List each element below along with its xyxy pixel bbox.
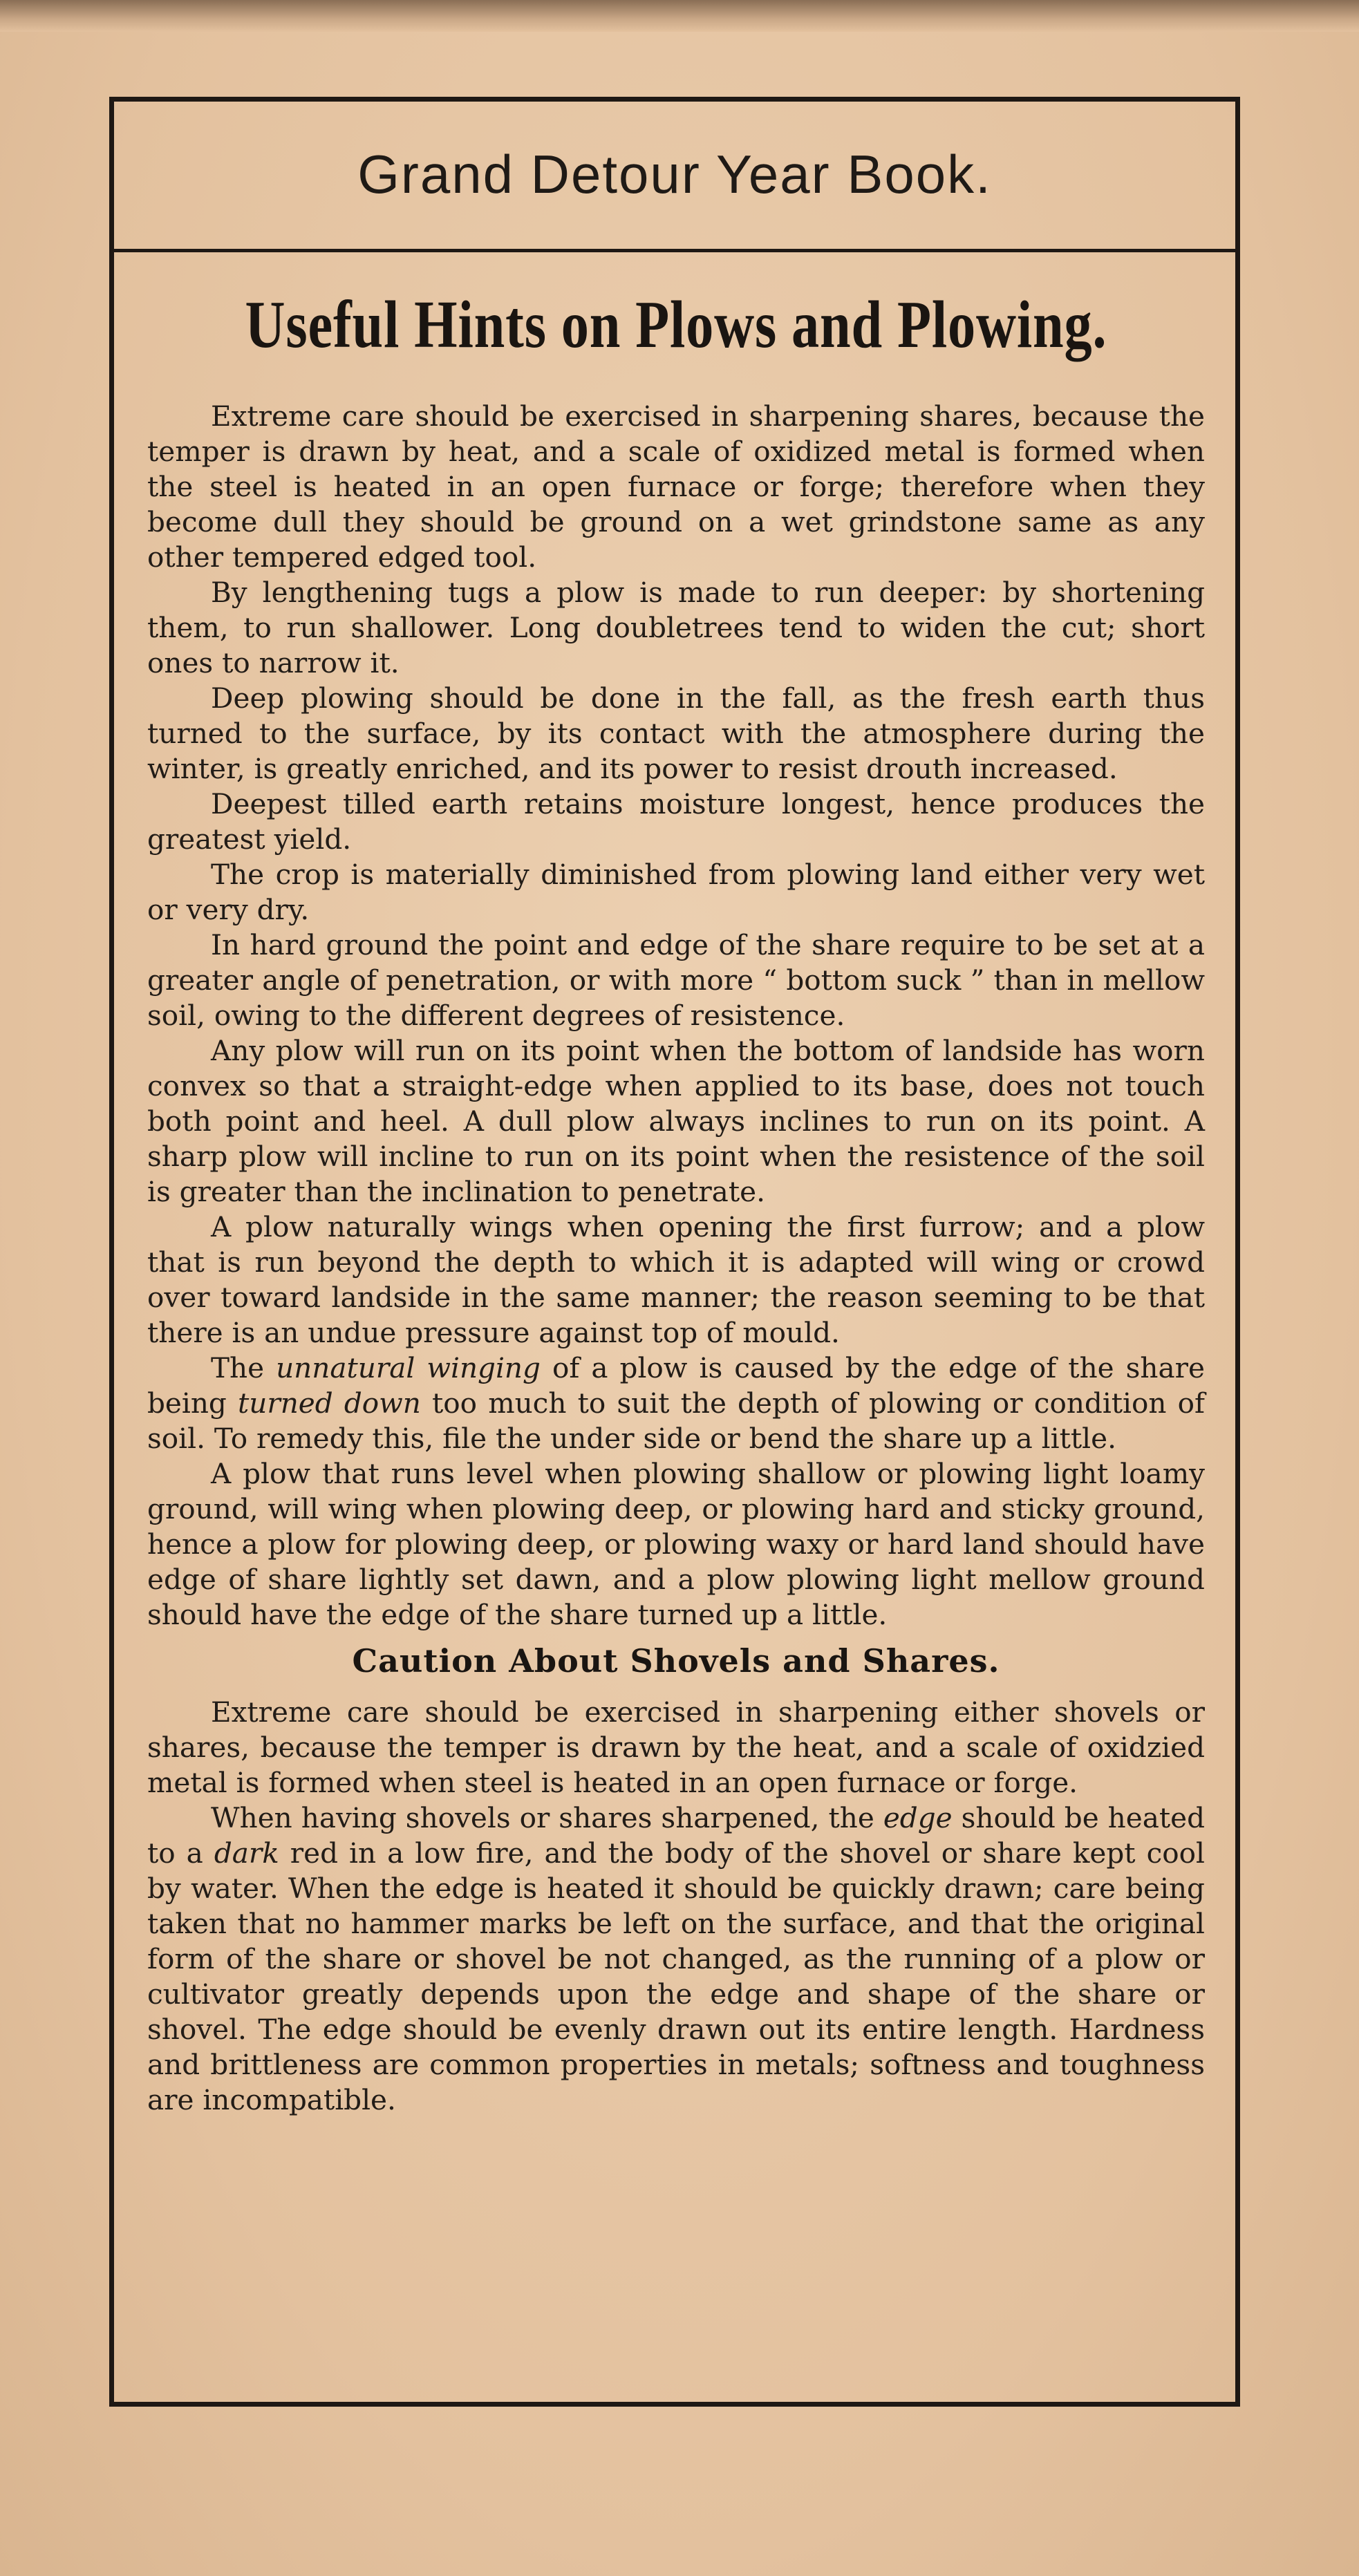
- paragraph-text: of a plow is caused by the edge of the share being: [147, 1351, 1205, 1420]
- paragraph: Deep plowing should be done in the fall, as the fresh earth thus turned to the surface, by its contact with the atmosphere during the winter, is greatly enriched, and its power to resist drouth increased.: [147, 681, 1205, 785]
- paragraph: Any plow will run on its point when the bottom of landside has worn convex so that a straight-edge when applied to its base, does not touch both point and heel. A dull plow always inclines to run on its point. A sharp plow will incline to run on its point when the resistence of the soil is greater than the inclination to penetrate.: [147, 1033, 1205, 1208]
- page-top-edge: [0, 0, 1359, 32]
- paragraph: The crop is materially diminished from plowing land either very wet or very dry.: [147, 857, 1205, 926]
- paragraph: Deepest tilled earth retains moisture longest, hence produces the greatest yield.: [147, 787, 1205, 856]
- running-title: Grand Detour Year Book.: [357, 144, 992, 205]
- paragraph-text: too much to suit the depth of plowing or condition of soil. To remedy this, file the under side or bend the share up a little.: [147, 1386, 1205, 1455]
- paragraph-text: should be heated to a: [147, 1801, 1206, 1870]
- italic-phrase: turned down: [238, 1386, 421, 1420]
- paragraph: A plow that runs level when plowing shallow or plowing light loamy ground, will wing when plowing deep, or plowing hard and sticky ground, hence a plow for plowing deep, or plowing waxy or hard land should have edge of share lightly set dawn, and a plow plowing light mellow ground should have the edge of the share turned up a little.: [147, 1456, 1205, 1631]
- paragraph: Extreme care should be exercised in sharpening shares, because the temper is drawn by heat, and a scale of oxidized metal is formed when the steel is heated in an open furnace or forge; therefore when they become dull they should be ground on a wet grindstone same as any other tempered edged tool.: [147, 399, 1205, 574]
- page-header: [114, 102, 1235, 252]
- paragraph-text: The: [211, 1351, 277, 1384]
- paragraph: Extreme care should be exercised in sharpening either shovels or shares, because the temper is drawn by the heat, and a scale of oxidzied metal is formed when steel is heated in an open furnace or forge.: [147, 1695, 1205, 1799]
- paragraph-with-italics: [147, 1351, 1205, 1456]
- paragraph: By lengthening tugs a plow is made to run deeper: by shortening them, to run shallower. Long doubletrees tend to widen the cut; short ones to narrow it.: [147, 575, 1205, 679]
- page-border-frame: [109, 97, 1240, 2407]
- paragraph-text: When having shovels or shares sharpened, the: [211, 1801, 883, 1834]
- paragraph-text: red in a low fire, and the body of the shovel or share kept cool by water. When the edge is heated it should be quickly drawn; care being taken that no hammer marks be left on the surface, and that the original form of the share or shovel be not changed, as the running of a plow or cultivator greatly depends upon the edge and shape of the share or shovel. The edge should be evenly drawn out its entire length. Hardness and brittleness are common properties in metals; softness and toughness are incompatible.: [147, 1836, 1205, 2116]
- paragraph: In hard ground the point and edge of the share require to be set at a greater angle of penetration, or with more “ bottom suck ” than in mellow soil, owing to the different degrees of resistence.: [147, 928, 1205, 1032]
- italic-phrase: edge: [883, 1801, 953, 1834]
- italic-phrase: unnatural winging: [276, 1351, 541, 1384]
- article-body: [147, 288, 1205, 2118]
- paragraph-with-italics: [147, 1801, 1205, 2118]
- caution-subheading: Caution About Shovels and Shares.: [352, 1642, 1000, 1680]
- article-heading: Useful Hints on Plows and Plowing.: [245, 288, 1107, 362]
- italic-phrase: dark: [214, 1836, 279, 1870]
- paragraph: A plow naturally wings when opening the first furrow; and a plow that is run beyond the depth to which it is adapted will wing or crowd over toward landside in the same manner; the reason seeming to be that there is an undue pressure against top of mould.: [147, 1210, 1205, 1349]
